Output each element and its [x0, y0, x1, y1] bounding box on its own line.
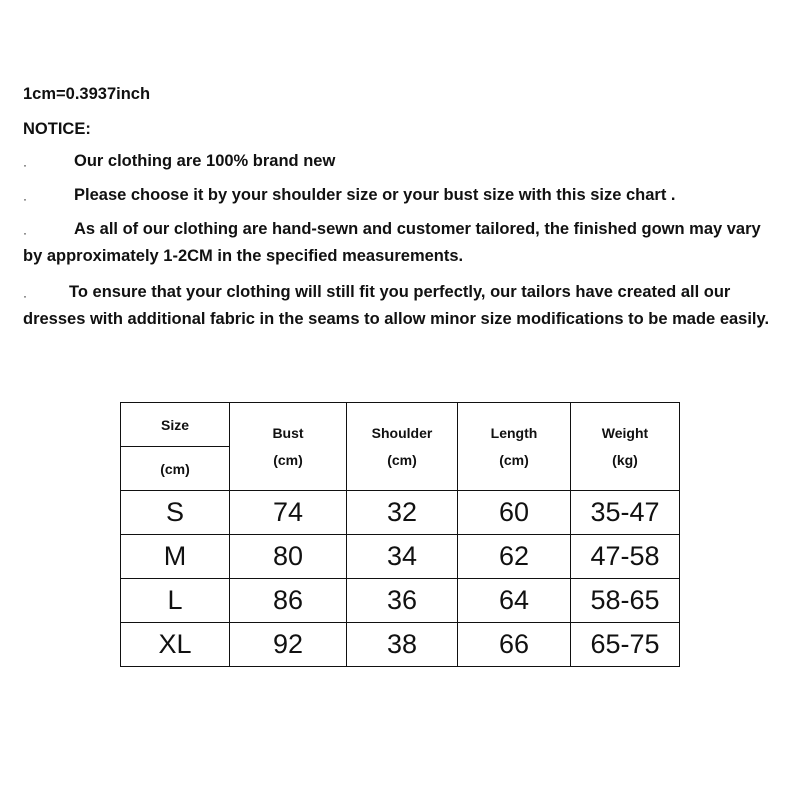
table-row [121, 535, 680, 579]
bullet-icon: · [23, 158, 27, 172]
weight-cell: 47-58 [571, 535, 680, 579]
weight-cell: 35-47 [571, 491, 680, 535]
size-cell: XL [121, 623, 230, 667]
note-2-text: Please choose it by your shoulder size or your bust size with this size chart . [74, 186, 676, 204]
bust-cell: 86 [230, 579, 347, 623]
column-unit: (kg) [612, 451, 638, 468]
weight-cell: 58-65 [571, 579, 680, 623]
bust-cell: 92 [230, 623, 347, 667]
note-1 [23, 148, 783, 175]
column-label: Shoulder [371, 424, 433, 441]
table-row [121, 623, 680, 667]
column-label: Weight [601, 424, 649, 441]
column-unit: (cm) [387, 451, 417, 468]
column-unit: (cm) [499, 451, 529, 468]
length-header [458, 403, 571, 491]
shoulder-cell: 36 [347, 579, 458, 623]
bust-header [230, 403, 347, 491]
table-row [121, 579, 680, 623]
bullet-icon: · [23, 289, 27, 303]
note-1-text: Our clothing are 100% brand new [74, 152, 336, 170]
shoulder-header [347, 403, 458, 491]
bust-cell: 74 [230, 491, 347, 535]
shoulder-cell: 38 [347, 623, 458, 667]
size-cell: M [121, 535, 230, 579]
bullet-icon: · [23, 226, 27, 240]
size-cell: L [121, 579, 230, 623]
column-label: Bust [272, 424, 304, 441]
note-4-text: To ensure that your clothing will still fit you perfectly, our tailors have created all our dresses with additional fabric in the seams to allow minor size modifications to be made easily. [23, 283, 770, 328]
note-4 [23, 279, 783, 333]
weight-cell: 65-75 [571, 623, 680, 667]
shoulder-cell: 34 [347, 535, 458, 579]
notice-title: NOTICE: [23, 120, 91, 138]
size-header: Size [121, 403, 230, 447]
note-3-text: As all of our clothing are hand-sewn and customer tailored, the finished gown may vary by approximately 1-2CM in the specified measurements. [23, 220, 761, 265]
size-chart-table [120, 402, 680, 667]
column-label: Length [490, 424, 538, 441]
length-cell: 60 [458, 491, 571, 535]
length-cell: 62 [458, 535, 571, 579]
weight-header [571, 403, 680, 491]
note-2 [23, 182, 783, 209]
bust-cell: 80 [230, 535, 347, 579]
note-3 [23, 216, 783, 270]
length-cell: 64 [458, 579, 571, 623]
unit-conversion: 1cm=0.3937inch [23, 85, 151, 103]
size-unit: (cm) [121, 447, 230, 491]
bullet-icon: · [23, 192, 27, 206]
table-row [121, 491, 680, 535]
length-cell: 66 [458, 623, 571, 667]
size-cell: S [121, 491, 230, 535]
shoulder-cell: 32 [347, 491, 458, 535]
column-unit: (cm) [273, 451, 303, 468]
